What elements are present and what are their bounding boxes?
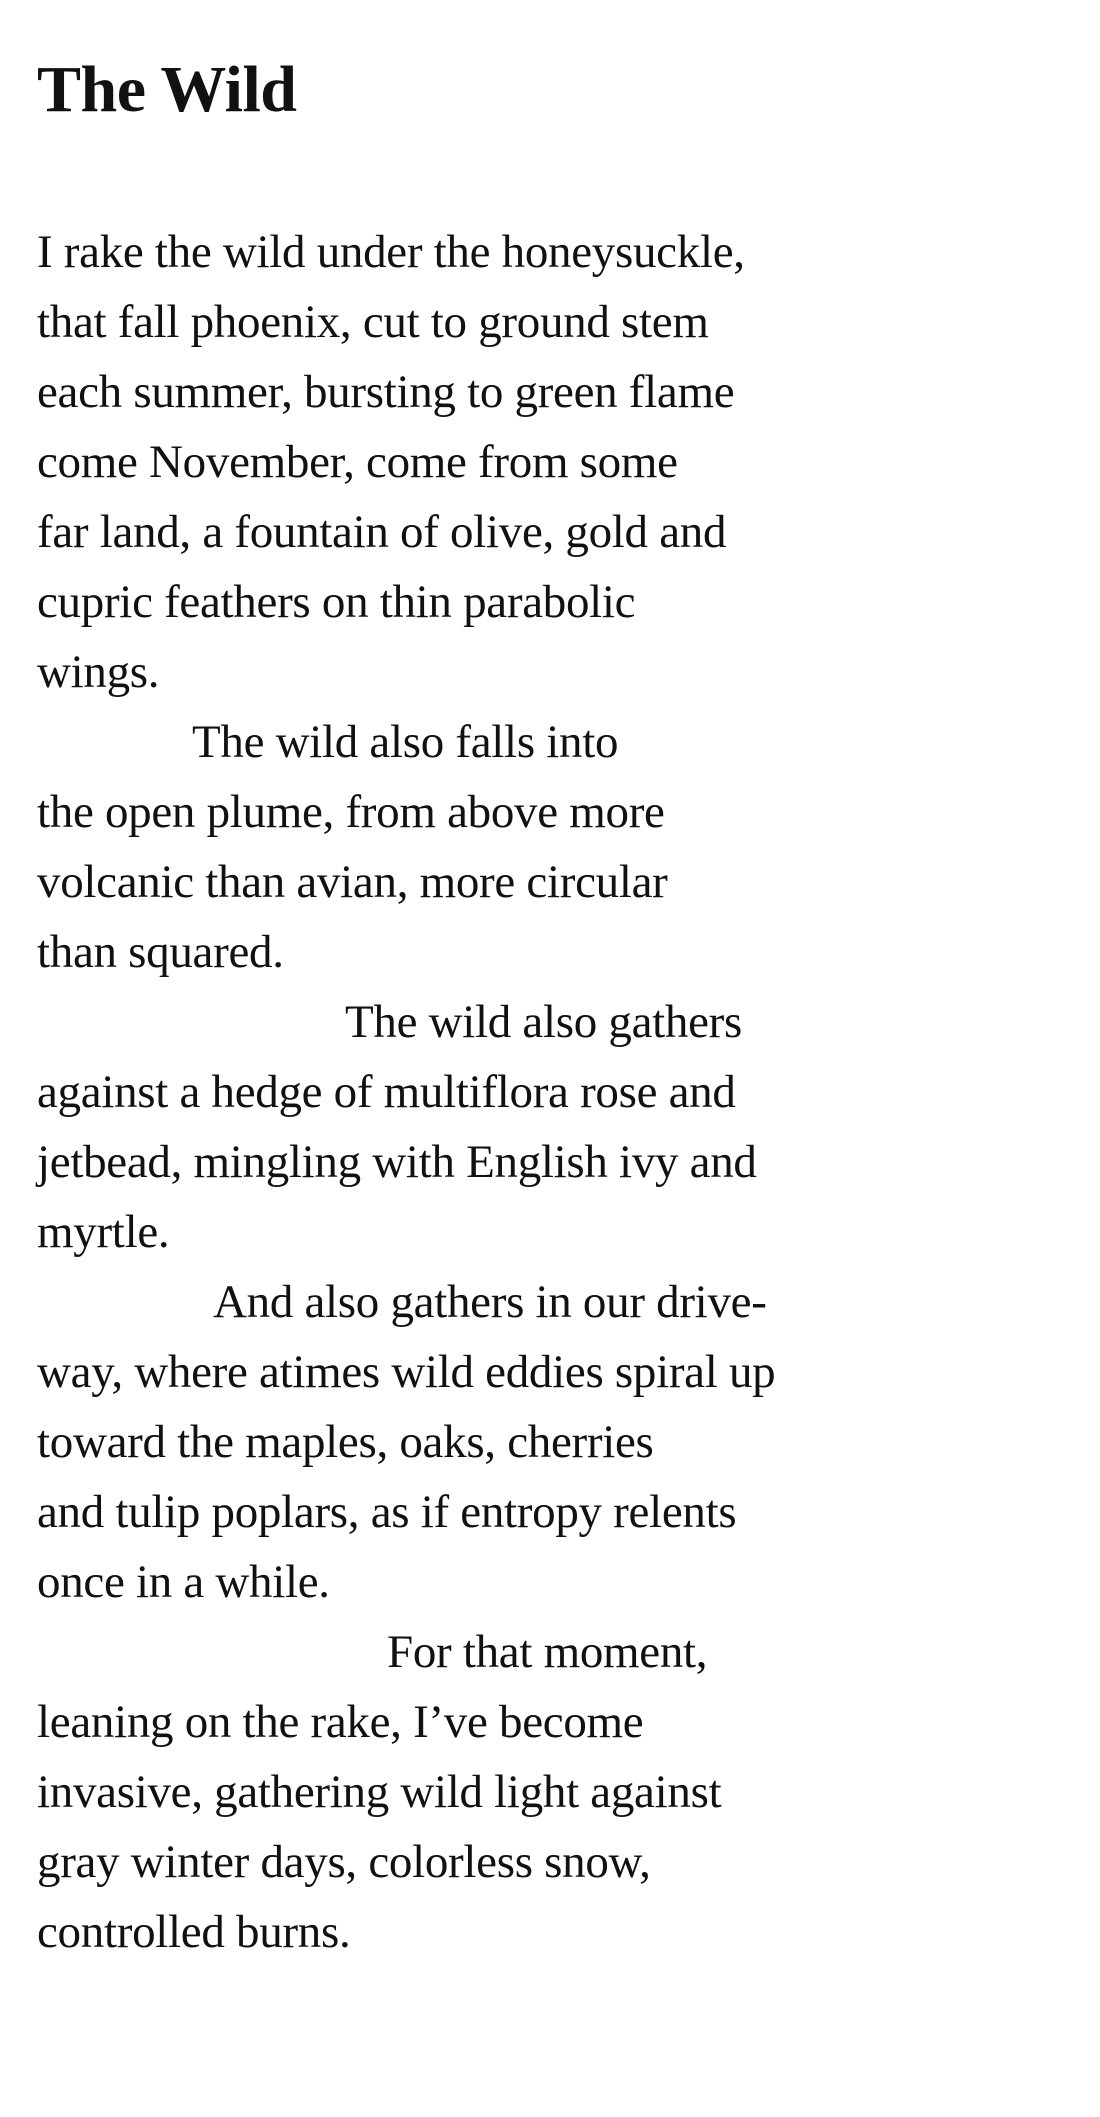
poem-line: against a hedge of multiflora rose and xyxy=(37,1066,736,1118)
poem-title: The Wild xyxy=(37,53,297,126)
poem-line-indented: And also gathers in our drive- xyxy=(213,1276,767,1328)
poem-line: cupric feathers on thin parabolic xyxy=(37,576,636,628)
poem-line: each summer, bursting to green flame xyxy=(37,366,735,418)
poem-line: myrtle. xyxy=(37,1206,170,1258)
poem-line: that fall phoenix, cut to ground stem xyxy=(37,296,709,348)
poem-line-indented: The wild also falls into xyxy=(192,716,619,768)
poem-line: invasive, gathering wild light against xyxy=(37,1766,722,1818)
poem-line-indented: The wild also gathers xyxy=(345,996,743,1048)
poem-line: wings. xyxy=(37,646,160,698)
poem-line: way, where atimes wild eddies spiral up xyxy=(37,1346,776,1398)
poem-line: the open plume, from above more xyxy=(37,786,665,838)
poem-line: toward the maples, oaks, cherries xyxy=(37,1416,654,1468)
poem-line-indented: For that moment, xyxy=(387,1626,708,1678)
poem-line: come November, come from some xyxy=(37,436,678,488)
poem-line: once in a while. xyxy=(37,1556,330,1608)
poem-line: gray winter days, colorless snow, xyxy=(37,1836,651,1888)
poem-line: and tulip poplars, as if entropy relents xyxy=(37,1486,737,1538)
poem-line: I rake the wild under the honeysuckle, xyxy=(37,226,745,278)
poem-line: volcanic than avian, more circular xyxy=(37,856,668,908)
poem-line: than squared. xyxy=(37,926,284,978)
poem-body xyxy=(37,217,1067,1967)
poem-line: far land, a fountain of olive, gold and xyxy=(37,506,727,558)
poem-line: controlled burns. xyxy=(37,1906,351,1958)
poem-line: leaning on the rake, I’ve become xyxy=(37,1696,644,1748)
poem-line: jetbead, mingling with English ivy and xyxy=(37,1136,757,1188)
